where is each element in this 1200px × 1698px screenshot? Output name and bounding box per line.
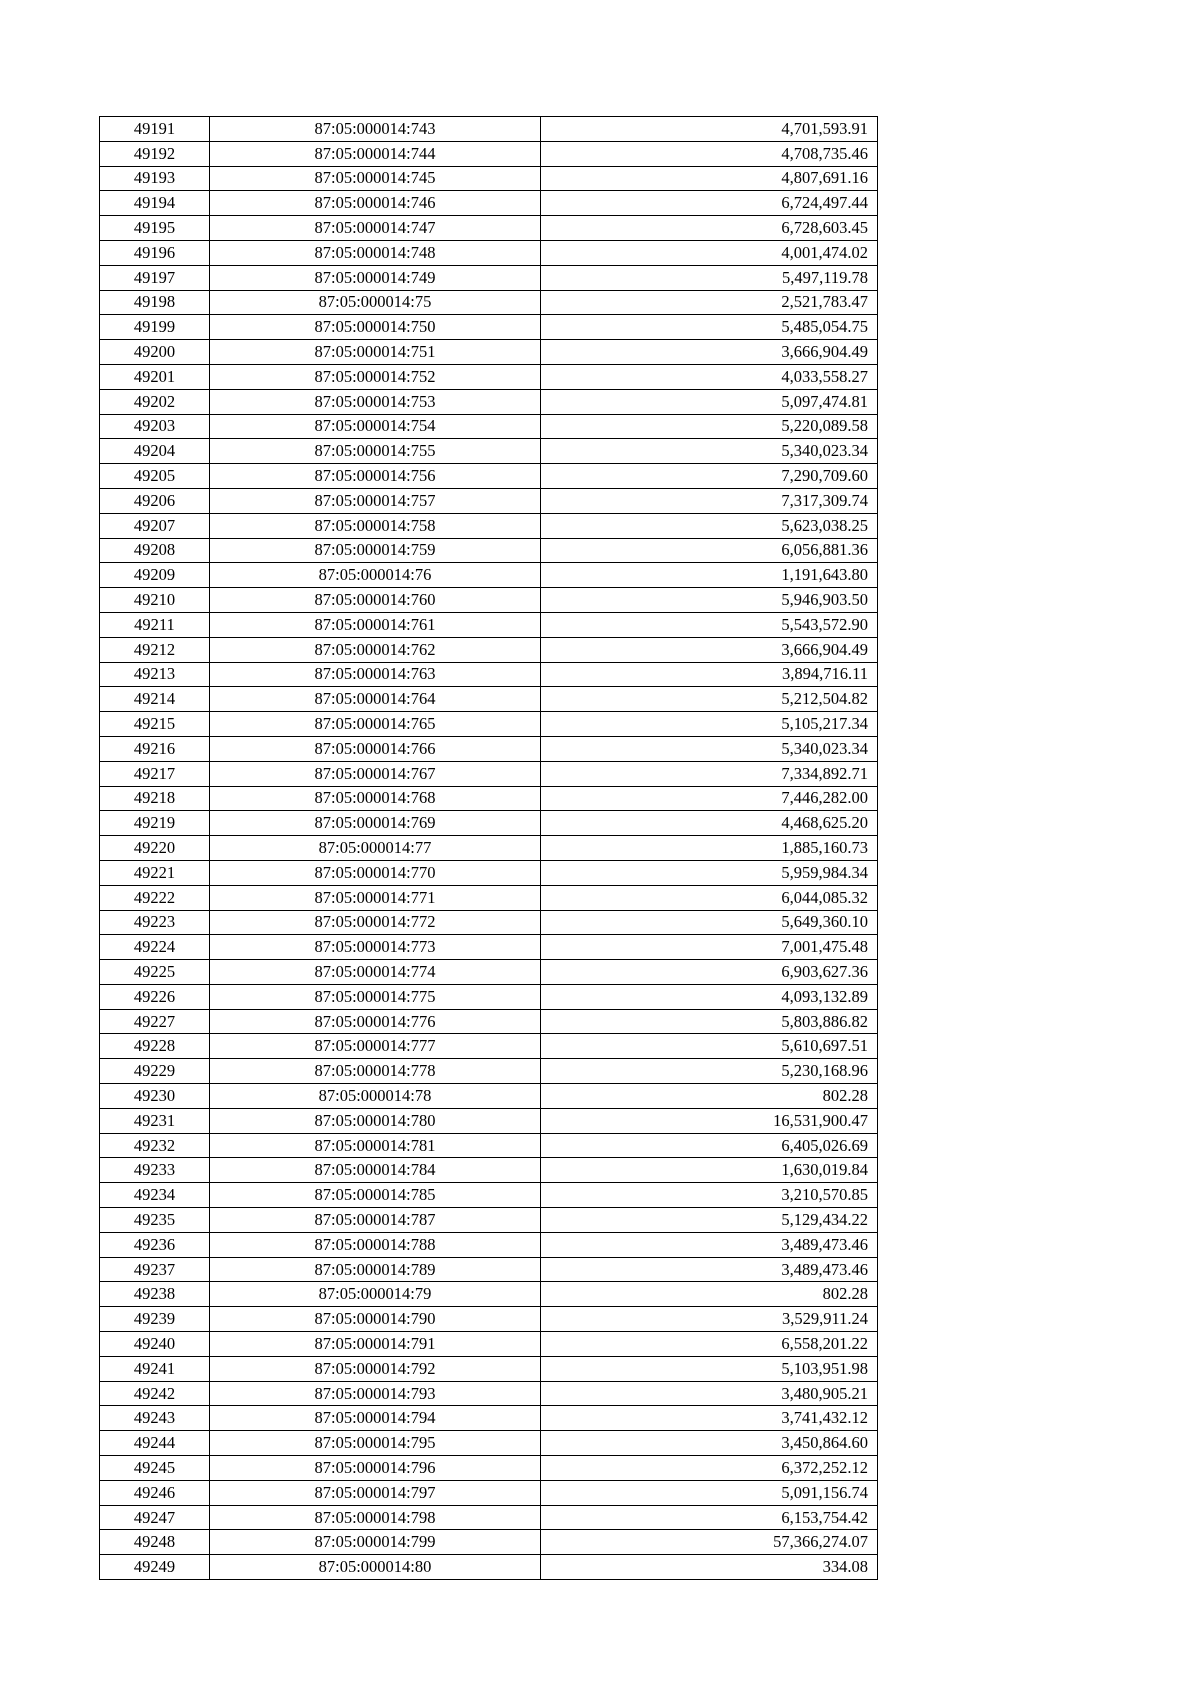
cadastral-number-cell: 87:05:000014:775 xyxy=(210,984,541,1009)
cadastral-number-cell: 87:05:000014:751 xyxy=(210,340,541,365)
value-cell: 6,405,026.69 xyxy=(541,1133,878,1158)
value-cell: 5,485,054.75 xyxy=(541,315,878,340)
table-row xyxy=(100,935,878,960)
row-number-cell: 49197 xyxy=(100,265,210,290)
row-number-cell: 49205 xyxy=(100,464,210,489)
cadastral-number-cell: 87:05:000014:744 xyxy=(210,141,541,166)
table-row xyxy=(100,1108,878,1133)
cadastral-number-cell: 87:05:000014:747 xyxy=(210,216,541,241)
cadastral-number-cell: 87:05:000014:785 xyxy=(210,1183,541,1208)
value-cell: 5,091,156.74 xyxy=(541,1480,878,1505)
value-cell: 6,558,201.22 xyxy=(541,1332,878,1357)
cadastral-number-cell: 87:05:000014:791 xyxy=(210,1332,541,1357)
cadastral-number-cell: 87:05:000014:792 xyxy=(210,1356,541,1381)
row-number-cell: 49236 xyxy=(100,1232,210,1257)
value-cell: 1,630,019.84 xyxy=(541,1158,878,1183)
cadastral-number-cell: 87:05:000014:756 xyxy=(210,464,541,489)
cadastral-number-cell: 87:05:000014:758 xyxy=(210,513,541,538)
table-row xyxy=(100,538,878,563)
table-row xyxy=(100,166,878,191)
table-row xyxy=(100,439,878,464)
value-cell: 7,317,309.74 xyxy=(541,488,878,513)
value-cell: 3,489,473.46 xyxy=(541,1232,878,1257)
cadastral-number-cell: 87:05:000014:797 xyxy=(210,1480,541,1505)
cadastral-number-cell: 87:05:000014:770 xyxy=(210,860,541,885)
table-row xyxy=(100,761,878,786)
table-row xyxy=(100,364,878,389)
row-number-cell: 49193 xyxy=(100,166,210,191)
cadastral-number-cell: 87:05:000014:760 xyxy=(210,588,541,613)
value-cell: 1,191,643.80 xyxy=(541,563,878,588)
cadastral-number-cell: 87:05:000014:757 xyxy=(210,488,541,513)
table-row xyxy=(100,117,878,142)
value-cell: 6,153,754.42 xyxy=(541,1505,878,1530)
row-number-cell: 49198 xyxy=(100,290,210,315)
row-number-cell: 49249 xyxy=(100,1555,210,1580)
value-cell: 5,649,360.10 xyxy=(541,910,878,935)
row-number-cell: 49233 xyxy=(100,1158,210,1183)
value-cell: 7,290,709.60 xyxy=(541,464,878,489)
table-row xyxy=(100,637,878,662)
table-row xyxy=(100,191,878,216)
cadastral-number-cell: 87:05:000014:77 xyxy=(210,836,541,861)
row-number-cell: 49239 xyxy=(100,1307,210,1332)
value-cell: 5,212,504.82 xyxy=(541,687,878,712)
value-cell: 802.28 xyxy=(541,1084,878,1109)
value-cell: 5,220,089.58 xyxy=(541,414,878,439)
cadastral-number-cell: 87:05:000014:763 xyxy=(210,662,541,687)
table-row xyxy=(100,1158,878,1183)
value-cell: 5,803,886.82 xyxy=(541,1009,878,1034)
row-number-cell: 49210 xyxy=(100,588,210,613)
cadastral-number-cell: 87:05:000014:784 xyxy=(210,1158,541,1183)
cadastral-number-cell: 87:05:000014:793 xyxy=(210,1381,541,1406)
cadastral-number-cell: 87:05:000014:753 xyxy=(210,389,541,414)
row-number-cell: 49241 xyxy=(100,1356,210,1381)
row-number-cell: 49229 xyxy=(100,1059,210,1084)
table-row xyxy=(100,612,878,637)
cadastral-number-cell: 87:05:000014:766 xyxy=(210,736,541,761)
table-row xyxy=(100,389,878,414)
table-row xyxy=(100,885,878,910)
table-row xyxy=(100,340,878,365)
table-row xyxy=(100,290,878,315)
cadastral-number-cell: 87:05:000014:759 xyxy=(210,538,541,563)
row-number-cell: 49213 xyxy=(100,662,210,687)
value-cell: 6,903,627.36 xyxy=(541,960,878,985)
table-row xyxy=(100,1183,878,1208)
table-row xyxy=(100,860,878,885)
value-cell: 6,056,881.36 xyxy=(541,538,878,563)
value-cell: 802.28 xyxy=(541,1282,878,1307)
row-number-cell: 49201 xyxy=(100,364,210,389)
row-number-cell: 49216 xyxy=(100,736,210,761)
cadastral-number-cell: 87:05:000014:762 xyxy=(210,637,541,662)
value-cell: 5,129,434.22 xyxy=(541,1208,878,1233)
value-cell: 5,340,023.34 xyxy=(541,736,878,761)
cadastral-number-cell: 87:05:000014:771 xyxy=(210,885,541,910)
row-number-cell: 49212 xyxy=(100,637,210,662)
row-number-cell: 49238 xyxy=(100,1282,210,1307)
cadastral-number-cell: 87:05:000014:761 xyxy=(210,612,541,637)
cadastral-number-cell: 87:05:000014:75 xyxy=(210,290,541,315)
row-number-cell: 49221 xyxy=(100,860,210,885)
table-row xyxy=(100,910,878,935)
table-row xyxy=(100,687,878,712)
value-cell: 5,610,697.51 xyxy=(541,1034,878,1059)
row-number-cell: 49194 xyxy=(100,191,210,216)
row-number-cell: 49208 xyxy=(100,538,210,563)
table-row xyxy=(100,414,878,439)
table-row xyxy=(100,1208,878,1233)
cadastral-number-cell: 87:05:000014:78 xyxy=(210,1084,541,1109)
row-number-cell: 49204 xyxy=(100,439,210,464)
table-row xyxy=(100,265,878,290)
cadastral-number-cell: 87:05:000014:764 xyxy=(210,687,541,712)
table-row xyxy=(100,464,878,489)
cadastral-number-cell: 87:05:000014:780 xyxy=(210,1108,541,1133)
table-row xyxy=(100,1059,878,1084)
table-row xyxy=(100,1133,878,1158)
value-cell: 3,210,570.85 xyxy=(541,1183,878,1208)
row-number-cell: 49227 xyxy=(100,1009,210,1034)
value-cell: 5,105,217.34 xyxy=(541,712,878,737)
cadastral-number-cell: 87:05:000014:789 xyxy=(210,1257,541,1282)
cadastral-number-cell: 87:05:000014:781 xyxy=(210,1133,541,1158)
row-number-cell: 49247 xyxy=(100,1505,210,1530)
cadastral-number-cell: 87:05:000014:765 xyxy=(210,712,541,737)
value-cell: 7,001,475.48 xyxy=(541,935,878,960)
value-cell: 4,033,558.27 xyxy=(541,364,878,389)
row-number-cell: 49196 xyxy=(100,240,210,265)
row-number-cell: 49245 xyxy=(100,1456,210,1481)
table-row xyxy=(100,588,878,613)
cadastral-number-cell: 87:05:000014:787 xyxy=(210,1208,541,1233)
row-number-cell: 49209 xyxy=(100,563,210,588)
cadastral-number-cell: 87:05:000014:767 xyxy=(210,761,541,786)
cadastral-number-cell: 87:05:000014:754 xyxy=(210,414,541,439)
table-row xyxy=(100,141,878,166)
row-number-cell: 49232 xyxy=(100,1133,210,1158)
table-row xyxy=(100,1381,878,1406)
value-cell: 5,230,168.96 xyxy=(541,1059,878,1084)
cadastral-number-cell: 87:05:000014:773 xyxy=(210,935,541,960)
table-row xyxy=(100,1257,878,1282)
value-cell: 6,372,252.12 xyxy=(541,1456,878,1481)
row-number-cell: 49220 xyxy=(100,836,210,861)
row-number-cell: 49219 xyxy=(100,811,210,836)
table-row xyxy=(100,786,878,811)
table-row xyxy=(100,1406,878,1431)
table-row xyxy=(100,1456,878,1481)
table-row xyxy=(100,1232,878,1257)
row-number-cell: 49226 xyxy=(100,984,210,1009)
cadastral-number-cell: 87:05:000014:794 xyxy=(210,1406,541,1431)
value-cell: 3,666,904.49 xyxy=(541,637,878,662)
table-row xyxy=(100,1431,878,1456)
table-row xyxy=(100,1332,878,1357)
cadastral-number-cell: 87:05:000014:769 xyxy=(210,811,541,836)
cadastral-number-cell: 87:05:000014:80 xyxy=(210,1555,541,1580)
value-cell: 3,489,473.46 xyxy=(541,1257,878,1282)
table-row xyxy=(100,712,878,737)
value-cell: 2,521,783.47 xyxy=(541,290,878,315)
value-cell: 5,946,903.50 xyxy=(541,588,878,613)
cadastral-number-cell: 87:05:000014:799 xyxy=(210,1530,541,1555)
data-table xyxy=(99,116,878,1580)
table-row xyxy=(100,1009,878,1034)
value-cell: 5,097,474.81 xyxy=(541,389,878,414)
row-number-cell: 49224 xyxy=(100,935,210,960)
value-cell: 1,885,160.73 xyxy=(541,836,878,861)
cadastral-number-cell: 87:05:000014:772 xyxy=(210,910,541,935)
table-row xyxy=(100,488,878,513)
value-cell: 3,741,432.12 xyxy=(541,1406,878,1431)
cadastral-number-cell: 87:05:000014:749 xyxy=(210,265,541,290)
value-cell: 5,340,023.34 xyxy=(541,439,878,464)
table-row xyxy=(100,1505,878,1530)
cadastral-number-cell: 87:05:000014:768 xyxy=(210,786,541,811)
value-cell: 4,468,625.20 xyxy=(541,811,878,836)
table-row xyxy=(100,984,878,1009)
value-cell: 5,623,038.25 xyxy=(541,513,878,538)
row-number-cell: 49207 xyxy=(100,513,210,538)
table-row xyxy=(100,811,878,836)
row-number-cell: 49235 xyxy=(100,1208,210,1233)
row-number-cell: 49206 xyxy=(100,488,210,513)
value-cell: 3,450,864.60 xyxy=(541,1431,878,1456)
table-row xyxy=(100,1555,878,1580)
cadastral-number-cell: 87:05:000014:777 xyxy=(210,1034,541,1059)
row-number-cell: 49243 xyxy=(100,1406,210,1431)
row-number-cell: 49191 xyxy=(100,117,210,142)
row-number-cell: 49242 xyxy=(100,1381,210,1406)
table-row xyxy=(100,1034,878,1059)
cadastral-number-cell: 87:05:000014:796 xyxy=(210,1456,541,1481)
cadastral-number-cell: 87:05:000014:752 xyxy=(210,364,541,389)
table-row xyxy=(100,1480,878,1505)
table-row xyxy=(100,315,878,340)
value-cell: 6,724,497.44 xyxy=(541,191,878,216)
value-cell: 4,708,735.46 xyxy=(541,141,878,166)
row-number-cell: 49218 xyxy=(100,786,210,811)
cadastral-number-cell: 87:05:000014:774 xyxy=(210,960,541,985)
cadastral-number-cell: 87:05:000014:778 xyxy=(210,1059,541,1084)
value-cell: 5,543,572.90 xyxy=(541,612,878,637)
value-cell: 16,531,900.47 xyxy=(541,1108,878,1133)
value-cell: 4,807,691.16 xyxy=(541,166,878,191)
table-row xyxy=(100,1307,878,1332)
row-number-cell: 49192 xyxy=(100,141,210,166)
row-number-cell: 49203 xyxy=(100,414,210,439)
row-number-cell: 49237 xyxy=(100,1257,210,1282)
cadastral-number-cell: 87:05:000014:798 xyxy=(210,1505,541,1530)
value-cell: 7,446,282.00 xyxy=(541,786,878,811)
cadastral-number-cell: 87:05:000014:76 xyxy=(210,563,541,588)
row-number-cell: 49222 xyxy=(100,885,210,910)
row-number-cell: 49214 xyxy=(100,687,210,712)
value-cell: 4,701,593.91 xyxy=(541,117,878,142)
value-cell: 4,001,474.02 xyxy=(541,240,878,265)
cadastral-number-cell: 87:05:000014:79 xyxy=(210,1282,541,1307)
value-cell: 3,666,904.49 xyxy=(541,340,878,365)
table-row xyxy=(100,662,878,687)
row-number-cell: 49217 xyxy=(100,761,210,786)
value-cell: 57,366,274.07 xyxy=(541,1530,878,1555)
cadastral-number-cell: 87:05:000014:743 xyxy=(210,117,541,142)
value-cell: 5,959,984.34 xyxy=(541,860,878,885)
row-number-cell: 49211 xyxy=(100,612,210,637)
value-cell: 3,480,905.21 xyxy=(541,1381,878,1406)
value-cell: 3,894,716.11 xyxy=(541,662,878,687)
value-cell: 4,093,132.89 xyxy=(541,984,878,1009)
row-number-cell: 49225 xyxy=(100,960,210,985)
row-number-cell: 49228 xyxy=(100,1034,210,1059)
value-cell: 6,044,085.32 xyxy=(541,885,878,910)
table-row xyxy=(100,1530,878,1555)
value-cell: 5,497,119.78 xyxy=(541,265,878,290)
row-number-cell: 49231 xyxy=(100,1108,210,1133)
cadastral-number-cell: 87:05:000014:746 xyxy=(210,191,541,216)
value-cell: 3,529,911.24 xyxy=(541,1307,878,1332)
table-row xyxy=(100,1084,878,1109)
table-row xyxy=(100,1282,878,1307)
table-row xyxy=(100,240,878,265)
table-row xyxy=(100,216,878,241)
value-cell: 334.08 xyxy=(541,1555,878,1580)
row-number-cell: 49244 xyxy=(100,1431,210,1456)
row-number-cell: 49202 xyxy=(100,389,210,414)
table-row xyxy=(100,736,878,761)
table-row xyxy=(100,563,878,588)
cadastral-number-cell: 87:05:000014:788 xyxy=(210,1232,541,1257)
value-cell: 7,334,892.71 xyxy=(541,761,878,786)
row-number-cell: 49223 xyxy=(100,910,210,935)
row-number-cell: 49230 xyxy=(100,1084,210,1109)
cadastral-number-cell: 87:05:000014:790 xyxy=(210,1307,541,1332)
cadastral-number-cell: 87:05:000014:795 xyxy=(210,1431,541,1456)
cadastral-number-cell: 87:05:000014:755 xyxy=(210,439,541,464)
cadastral-number-cell: 87:05:000014:748 xyxy=(210,240,541,265)
row-number-cell: 49215 xyxy=(100,712,210,737)
table-row xyxy=(100,1356,878,1381)
row-number-cell: 49200 xyxy=(100,340,210,365)
row-number-cell: 49248 xyxy=(100,1530,210,1555)
table-row xyxy=(100,960,878,985)
table-row xyxy=(100,513,878,538)
row-number-cell: 49246 xyxy=(100,1480,210,1505)
row-number-cell: 49240 xyxy=(100,1332,210,1357)
value-cell: 6,728,603.45 xyxy=(541,216,878,241)
cadastral-number-cell: 87:05:000014:745 xyxy=(210,166,541,191)
data-table-body xyxy=(100,117,878,1580)
row-number-cell: 49234 xyxy=(100,1183,210,1208)
row-number-cell: 49199 xyxy=(100,315,210,340)
cadastral-number-cell: 87:05:000014:776 xyxy=(210,1009,541,1034)
value-cell: 5,103,951.98 xyxy=(541,1356,878,1381)
cadastral-number-cell: 87:05:000014:750 xyxy=(210,315,541,340)
table-row xyxy=(100,836,878,861)
row-number-cell: 49195 xyxy=(100,216,210,241)
